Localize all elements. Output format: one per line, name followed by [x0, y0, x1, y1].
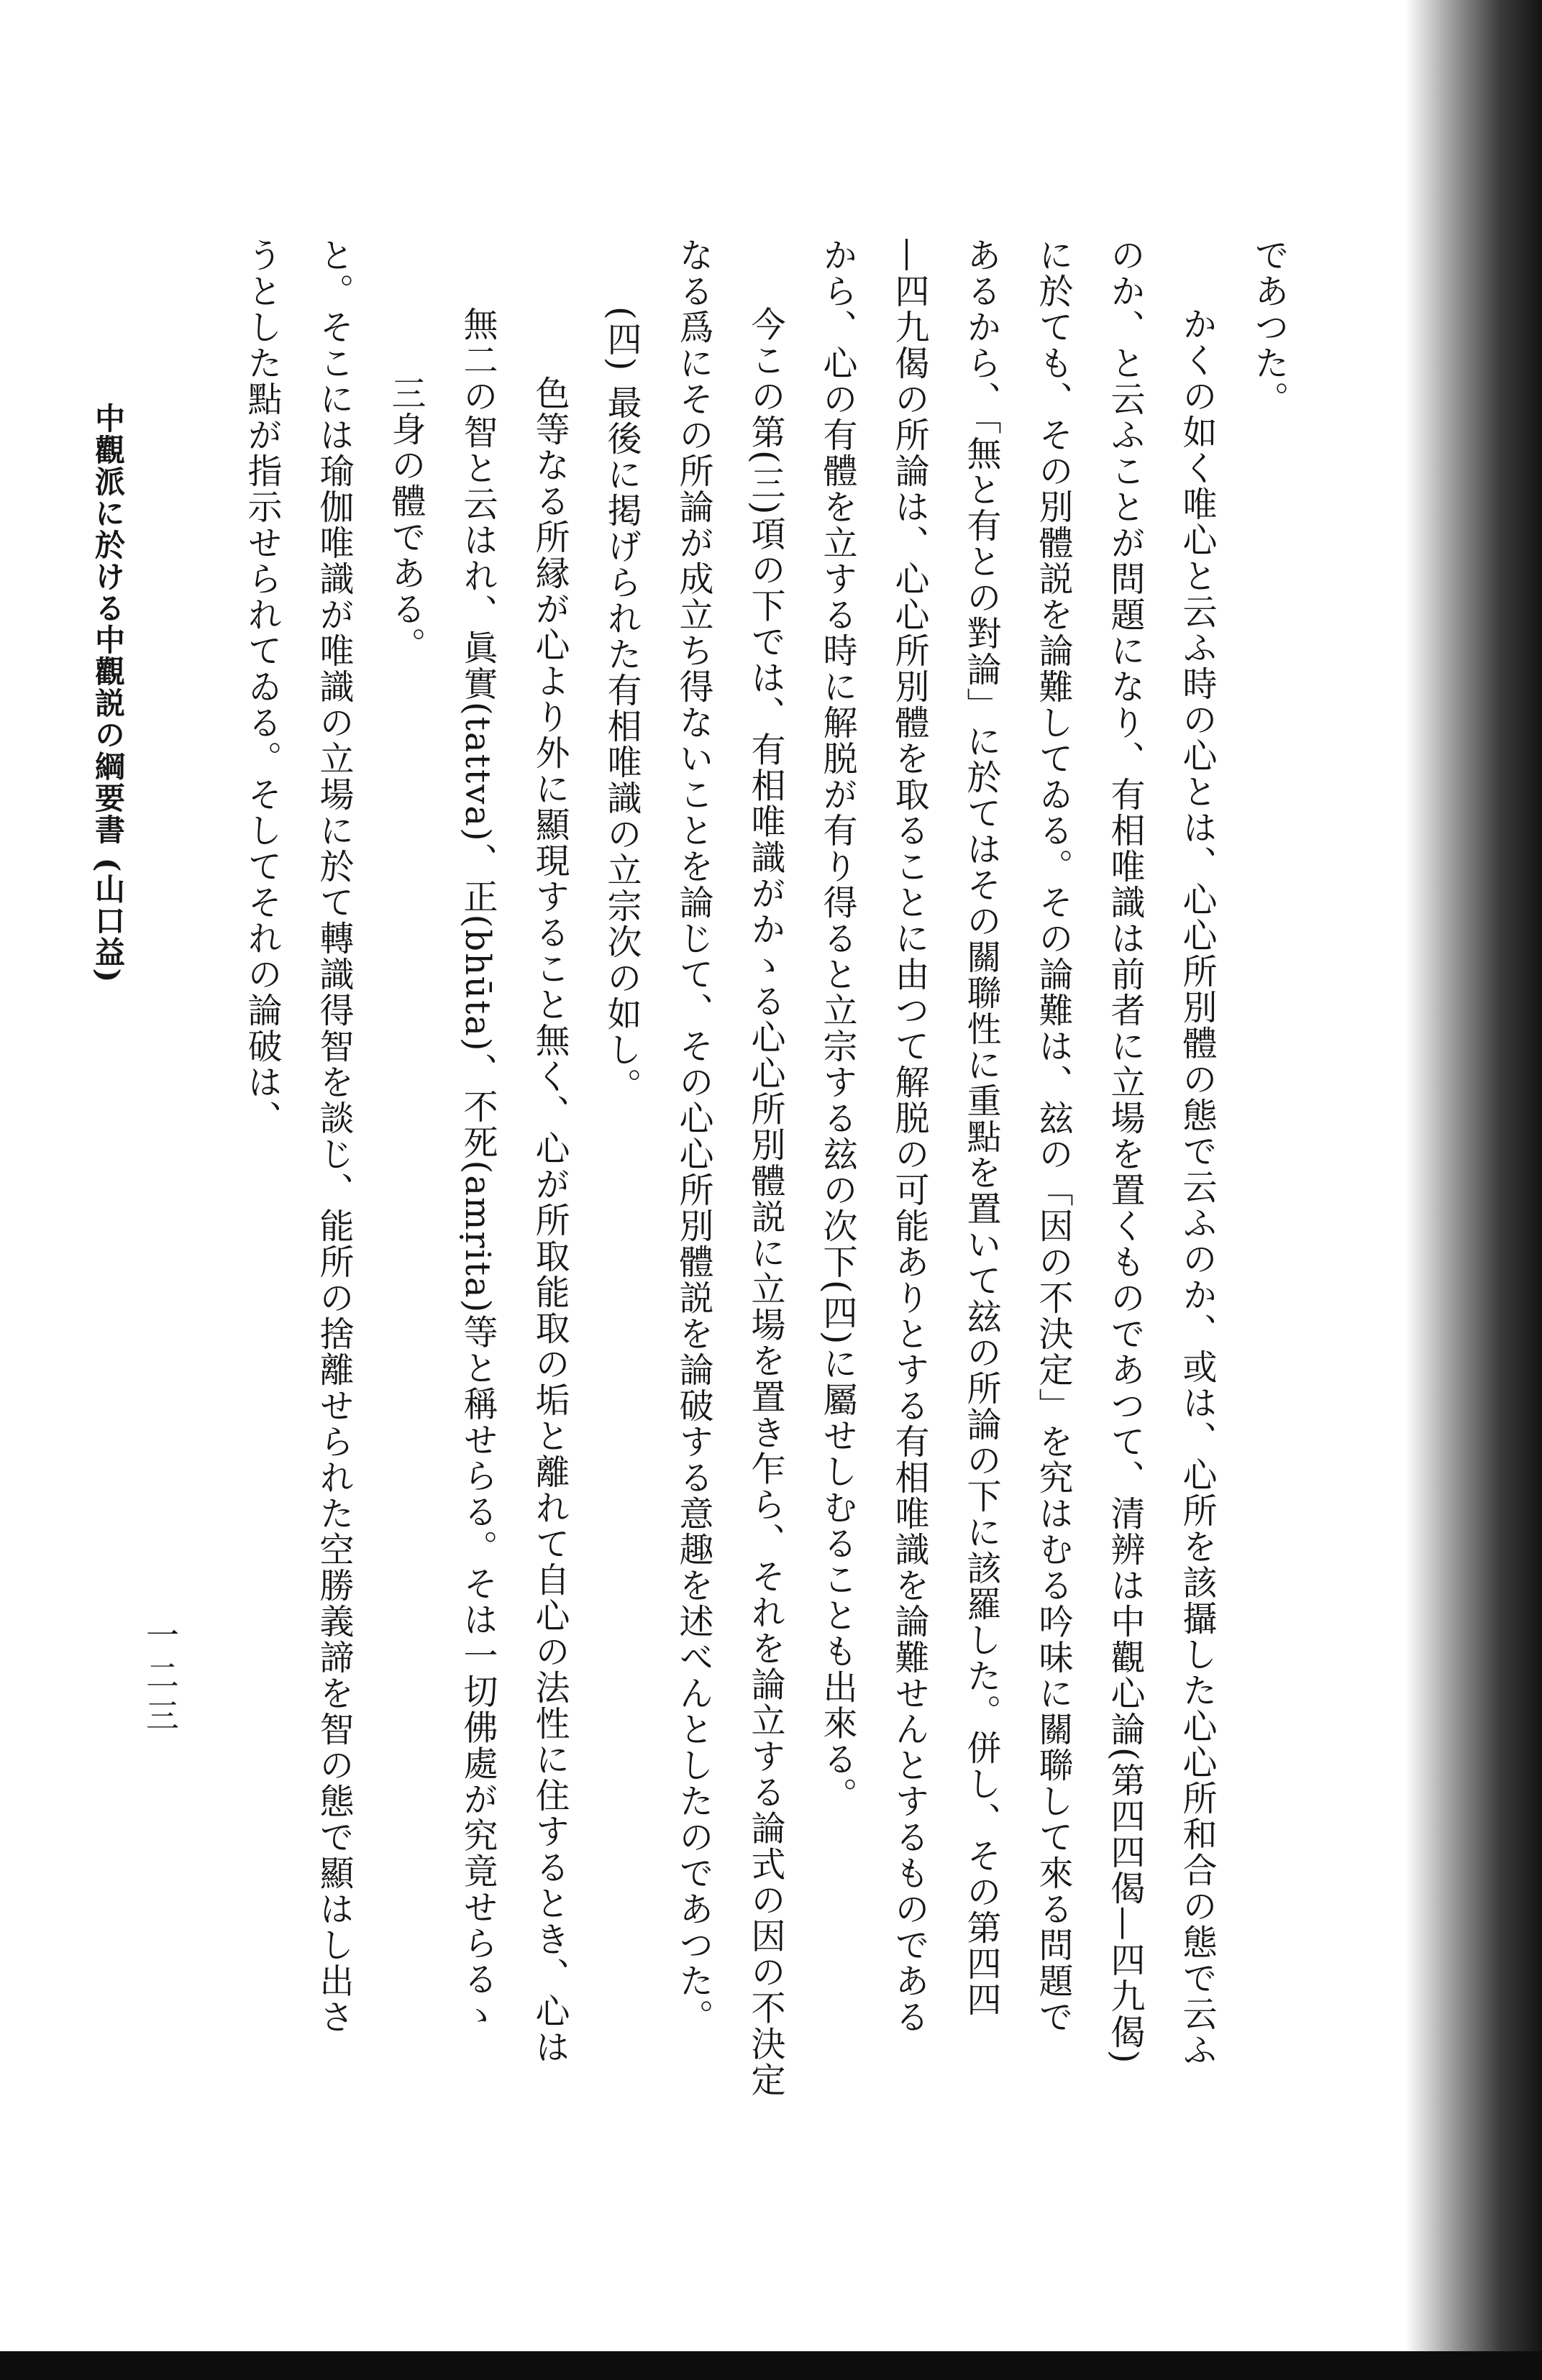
running-header: 中觀派に於ける中觀説の綱要書 (山口益)	[91, 403, 126, 984]
text-line: と。そこには瑜伽唯識が唯識の立場に於て轉識得智を談じ、能所の捨離せられた空勝義諦を智の態で顯はし出さ	[314, 237, 354, 2035]
text-line: (四) 最後に掲げられた有相唯識の立宗次の如し。	[601, 306, 642, 1104]
scan-border	[0, 2351, 1542, 2380]
page-number: 一二三	[141, 1618, 180, 1739]
text-line: から、心の有體を立する時に解脱が有り得ると立宗する玆の次下(四)に屬せしむることも出來る。	[817, 237, 857, 1813]
text-line: であつた。	[1249, 237, 1289, 417]
text-line: かくの如く唯心と云ふ時の心とは、心心所別體の態で云ふのか、或は、心所を該攝した心心所和合の態で云ふ	[1177, 306, 1217, 2068]
text-line: 今この第(三)項の下では、有相唯識がかゝる心心所別體説に立場を置き乍ら、それを論立する論式の因の不決定	[745, 306, 785, 2098]
text-line: うとした點が指示せられてゐる。そしてそれの論破は、	[242, 237, 282, 1136]
text-line: —四九偈の所論は、心心所別體を取ることに由つて解脱の可能ありとする有相唯識を論難せんとするものである	[889, 237, 929, 2035]
text-line: 色等なる所縁が心より外に顯現すること無く、心が所取能取の垢と離れて自心の法性に住するとき、心は	[529, 375, 570, 2065]
text-line: 無二の智と云はれ、眞實(tattva)、正(bhūta)、不死(amṛita)等と稱せらる。そは一切佛處が究竟せらるゝ	[457, 306, 498, 2033]
body-text	[226, 237, 1305, 2136]
text-line: に於ても、その別體説を論難してゐる。その論難は、玆の「因の不決定」を究はむる吟味に關聯して來る問題で	[1033, 237, 1073, 2035]
text-line: なる爲にその所論が成立ち得ないことを論じて、その心心所別體説を論破する意趣を述べんとしたのであつた。	[673, 237, 713, 2035]
text-line: 三身の體である。	[386, 375, 426, 663]
text-line: のか、と云ふことが問題になり、有相唯識は前者に立場を置くものであつて、清辨は中觀心論(第四四偈—四九偈)	[1105, 237, 1145, 2065]
book-spine-shadow	[1405, 0, 1542, 2380]
text-line: あるから、「無と有との對論」に於てはその關聯性に重點を置いて玆の所論の下に該羅した。併し、その第四四	[961, 237, 1001, 2018]
